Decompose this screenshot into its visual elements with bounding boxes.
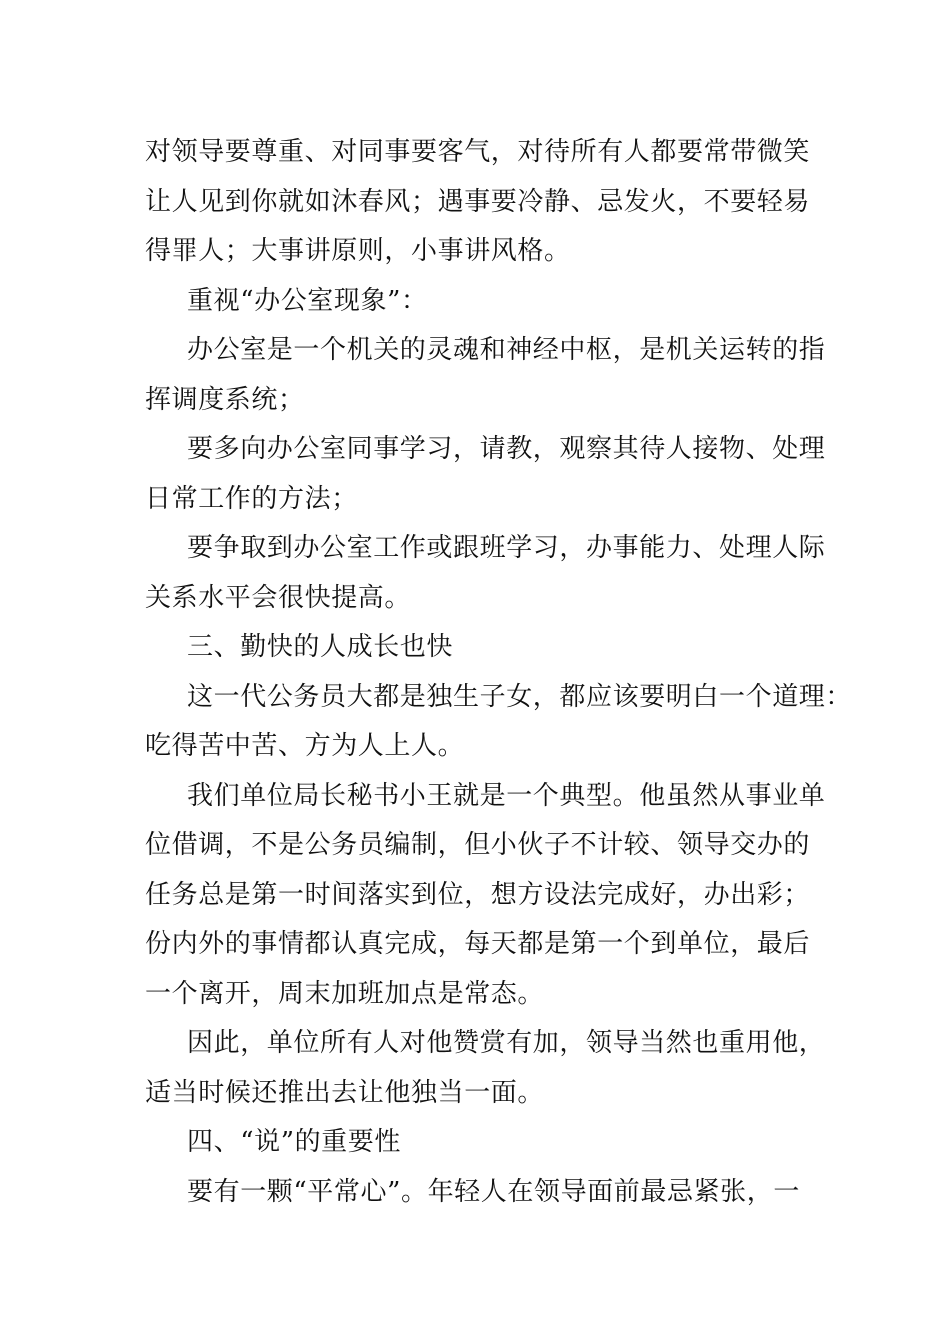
text-line: 重视“办公室现象”： <box>187 285 428 316</box>
text-line: 对领导要尊重、对同事要客气，对待所有人都要常带微笑 <box>145 137 811 167</box>
text-line: 关系水平会很快提高。 <box>145 582 412 613</box>
document-body <box>145 128 853 1217</box>
text-line: 得罪人；大事讲原则，小事讲风格。 <box>145 236 571 266</box>
text-line: 让人见到你就如沐春风；遇事要冷静、忌发火，不要轻易 <box>145 186 811 217</box>
text-line: 任务总是第一时间落实到位，想方设法完成好，办出彩； <box>145 879 811 910</box>
text-line: 挥调度系统； <box>145 384 305 415</box>
text-line: 份内外的事情都认真完成，每天都是第一个到单位，最后 <box>145 929 811 959</box>
text-line: 这一代公务员大都是独生子女，都应该要明白一个道理： <box>187 681 853 712</box>
text-line: 因此，单位所有人对他赞赏有加，领导当然也重用他， <box>187 1028 826 1058</box>
text-line: 办公室是一个机关的灵魂和神经中枢，是机关运转的指 <box>187 335 826 365</box>
text-line: 要争取到办公室工作或跟班学习，办事能力、处理人际 <box>187 533 826 563</box>
text-line: 吃得苦中苦、方为人上人。 <box>145 731 465 761</box>
text-line: 要多向办公室同事学习，请教，观察其待人接物、处理 <box>187 434 826 464</box>
text-line: 要有一颗“平常心”。年轻人在领导面前最忌紧张，一 <box>187 1176 800 1207</box>
text-line: 我们单位局长秘书小王就是一个典型。他虽然从事业单 <box>187 780 826 811</box>
text-line: 四、“说”的重要性 <box>187 1127 401 1157</box>
text-line: 三、勤快的人成长也快 <box>187 632 454 662</box>
text-line: 一个离开，周末加班加点是常态。 <box>145 978 545 1009</box>
text-line: 位借调，不是公务员编制，但小伙子不计较、领导交办的 <box>145 830 811 860</box>
text-line: 适当时候还推出去让他独当一面。 <box>145 1077 545 1108</box>
text-line: 日常工作的方法； <box>145 483 358 514</box>
